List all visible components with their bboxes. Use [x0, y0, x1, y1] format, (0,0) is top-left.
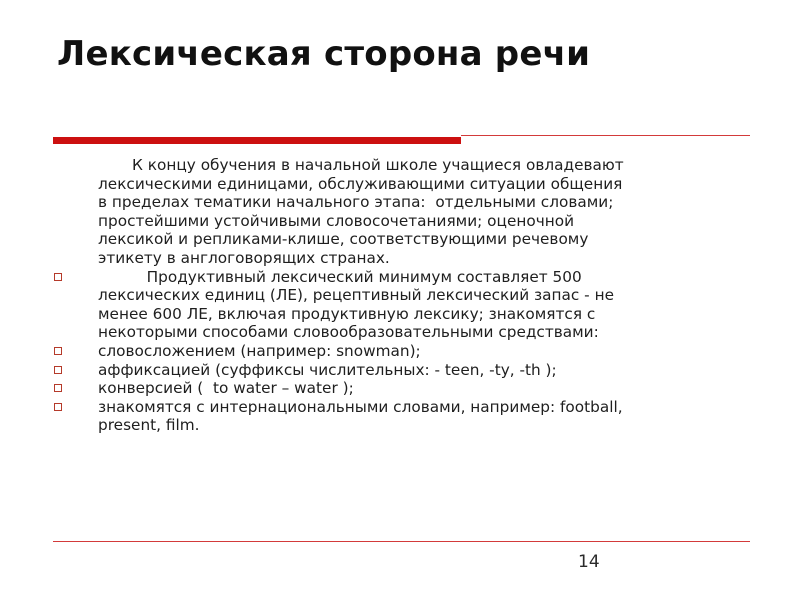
bullet-icon: [52, 379, 98, 398]
bullet-text: конверсией ( to water – water );: [98, 379, 354, 398]
bullet-item-compounding: [52, 342, 752, 361]
title-underline-thin: [461, 135, 750, 136]
bullet-text: Продуктивный лексический минимум составляет 500 лексических единиц (ЛЕ), рецептивный лексический запас - не менее 600 ЛЕ, включая продуктивную лексику; знакомятся с некоторыми способами словообразовательными средствами:: [98, 267, 614, 342]
square-bullet-icon: [54, 347, 62, 355]
footer-divider: [53, 541, 750, 542]
bullet-text: знакомятся с интернациональными словами, например: football, present, film.: [98, 397, 623, 435]
bullet-icon: [52, 398, 98, 417]
slide-body: [52, 156, 752, 435]
title-underline: [53, 135, 750, 145]
bullet-item-conversion: [52, 379, 752, 398]
bullet-text: словосложением (например: snowman);: [98, 341, 421, 360]
square-bullet-icon: [54, 273, 62, 281]
bullet-item-international-words: [52, 398, 752, 435]
bullet-item-lexical-minimum: [52, 268, 752, 342]
bullet-text: аффиксацией (суффиксы числительных: - teen, -ty, -th );: [98, 360, 557, 379]
bullet-item-affixation: [52, 361, 752, 380]
bullet-icon: [52, 361, 98, 380]
paragraph-text: К концу обучения в начальной школе учащиеся овладевают лексическими единицами, обслуживающими ситуации общения в пределах тематики начального этапа: отдельными словами; простейшими устойчивыми словосочетаниями; оценочной лексикой и репликами-клише, соответствующими речевому этикету в англоговорящих странах.: [98, 156, 624, 267]
square-bullet-icon: [54, 384, 62, 392]
paragraph-intro: [52, 156, 752, 268]
slide-title: Лексическая сторона речи: [57, 34, 591, 74]
page-number: 14: [578, 552, 600, 572]
title-underline-thick: [53, 137, 461, 144]
square-bullet-icon: [54, 366, 62, 374]
bullet-icon: [52, 268, 98, 287]
bullet-icon: [52, 342, 98, 361]
square-bullet-icon: [54, 403, 62, 411]
bullet-spacer: [52, 156, 98, 175]
